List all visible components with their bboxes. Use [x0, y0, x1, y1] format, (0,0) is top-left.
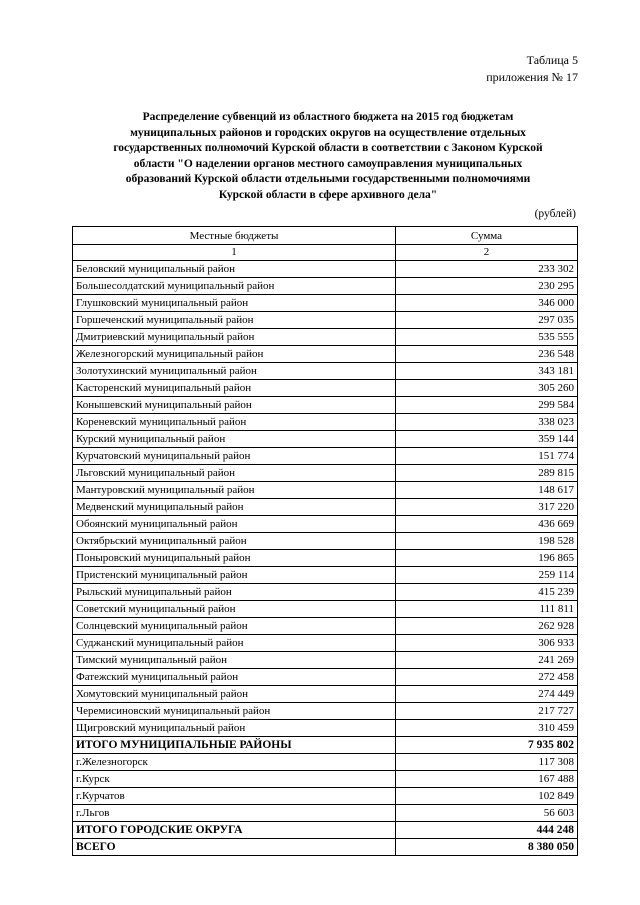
amount-cell: 346 000 [396, 295, 578, 312]
column-header-budgets: Местные бюджеты [73, 227, 396, 245]
table-row [73, 346, 578, 363]
document-title [88, 110, 568, 203]
table-row [73, 295, 578, 312]
table-row [73, 618, 578, 635]
budget-name-cell: Беловский муниципальный район [73, 261, 396, 278]
amount-cell: 7 935 802 [396, 737, 578, 754]
title-line: области "О наделении органов местного самоуправления муниципальных [133, 157, 523, 170]
amount-cell: 297 035 [396, 312, 578, 329]
amount-cell: 436 669 [396, 516, 578, 533]
amount-cell: 111 811 [396, 601, 578, 618]
table-row [73, 771, 578, 788]
appendix-number: приложения № 17 [486, 70, 578, 84]
amount-cell: 415 239 [396, 584, 578, 601]
amount-cell: 8 380 050 [396, 839, 578, 856]
amount-cell: 196 865 [396, 550, 578, 567]
amount-cell: 272 458 [396, 669, 578, 686]
amount-cell: 241 269 [396, 652, 578, 669]
table-row [73, 448, 578, 465]
table-row [73, 278, 578, 295]
budget-name-cell: Курский муниципальный район [73, 431, 396, 448]
table-row [73, 516, 578, 533]
budget-name-cell: Железногорский муниципальный район [73, 346, 396, 363]
table-row [73, 788, 578, 805]
amount-cell: 217 727 [396, 703, 578, 720]
amount-cell: 299 584 [396, 397, 578, 414]
amount-cell: 343 181 [396, 363, 578, 380]
column-header-amount: Сумма [396, 227, 578, 245]
budget-name-cell: Солнцевский муниципальный район [73, 618, 396, 635]
budget-name-cell: Кореневский муниципальный район [73, 414, 396, 431]
budget-name-cell: г.Курск [73, 771, 396, 788]
amount-cell: 233 302 [396, 261, 578, 278]
table-row [73, 312, 578, 329]
document-reference [486, 52, 578, 86]
budget-name-cell: Обоянский муниципальный район [73, 516, 396, 533]
amount-cell: 148 617 [396, 482, 578, 499]
amount-cell: 305 260 [396, 380, 578, 397]
table-row [73, 635, 578, 652]
budget-name-cell: Поныровский муниципальный район [73, 550, 396, 567]
table-row [73, 669, 578, 686]
amount-cell: 167 488 [396, 771, 578, 788]
amount-cell: 535 555 [396, 329, 578, 346]
table-row [73, 652, 578, 669]
budget-name-cell: ВСЕГО [73, 839, 396, 856]
table-row [73, 550, 578, 567]
budget-name-cell: Касторенский муниципальный район [73, 380, 396, 397]
budget-name-cell: г.Льгов [73, 805, 396, 822]
budget-name-cell: Щигровский муниципальный район [73, 720, 396, 737]
budget-name-cell: ИТОГО МУНИЦИПАЛЬНЫЕ РАЙОНЫ [73, 737, 396, 754]
table-row [73, 261, 578, 278]
amount-cell: 259 114 [396, 567, 578, 584]
table-row [73, 414, 578, 431]
budget-name-cell: Золотухинский муниципальный район [73, 363, 396, 380]
budget-name-cell: Фатежский муниципальный район [73, 669, 396, 686]
table-number: Таблица 5 [526, 53, 578, 67]
table-row [73, 363, 578, 380]
amount-cell: 274 449 [396, 686, 578, 703]
currency-unit: (рублей) [534, 208, 576, 220]
table-row [73, 754, 578, 771]
table-row [73, 380, 578, 397]
title-line: государственных полномочий Курской области в соответствии с Законом Курской [113, 142, 543, 154]
budget-name-cell: Тимский муниципальный район [73, 652, 396, 669]
table-row [73, 720, 578, 737]
amount-cell: 306 933 [396, 635, 578, 652]
amount-cell: 444 248 [396, 822, 578, 839]
amount-cell: 56 603 [396, 805, 578, 822]
table-row [73, 601, 578, 618]
budget-name-cell: Рыльский муниципальный район [73, 584, 396, 601]
amount-cell: 151 774 [396, 448, 578, 465]
table-row [73, 584, 578, 601]
table-row [73, 567, 578, 584]
budget-name-cell: Конышевский муниципальный район [73, 397, 396, 414]
table-total-row [73, 839, 578, 856]
table-row [73, 703, 578, 720]
budget-name-cell: Курчатовский муниципальный район [73, 448, 396, 465]
budget-table [72, 226, 578, 856]
budget-name-cell: Октябрьский муниципальный район [73, 533, 396, 550]
amount-cell: 359 144 [396, 431, 578, 448]
budget-name-cell: Суджанский муниципальный район [73, 635, 396, 652]
budget-name-cell: Глушковский муниципальный район [73, 295, 396, 312]
table-row [73, 329, 578, 346]
amount-cell: 317 220 [396, 499, 578, 516]
budget-name-cell: Пристенский муниципальный район [73, 567, 396, 584]
title-line: Распределение субвенций из областного бюджета на 2015 год бюджетам [142, 111, 514, 123]
table-row [73, 482, 578, 499]
budget-name-cell: Большесолдатский муниципальный район [73, 278, 396, 295]
amount-cell: 230 295 [396, 278, 578, 295]
table-total-row [73, 822, 578, 839]
budget-name-cell: ИТОГО ГОРОДСКИЕ ОКРУГА [73, 822, 396, 839]
budget-name-cell: Медвенский муниципальный район [73, 499, 396, 516]
amount-cell: 102 849 [396, 788, 578, 805]
amount-cell: 198 528 [396, 533, 578, 550]
table-row [73, 686, 578, 703]
budget-name-cell: Черемисиновский муниципальный район [73, 703, 396, 720]
budget-name-cell: Горшеченский муниципальный район [73, 312, 396, 329]
amount-cell: 338 023 [396, 414, 578, 431]
table-row [73, 397, 578, 414]
table-row [73, 499, 578, 516]
budget-name-cell: Мантуровский муниципальный район [73, 482, 396, 499]
table-row [73, 465, 578, 482]
column-number-1: 1 [73, 245, 396, 261]
budget-name-cell: г.Курчатов [73, 788, 396, 805]
amount-cell: 262 928 [396, 618, 578, 635]
title-line: Курской области в сфере архивного дела" [218, 188, 438, 201]
amount-cell: 310 459 [396, 720, 578, 737]
amount-cell: 117 308 [396, 754, 578, 771]
budget-name-cell: Дмитриевский муниципальный район [73, 329, 396, 346]
budget-name-cell: г.Железногорск [73, 754, 396, 771]
table-row [73, 805, 578, 822]
title-line: муниципальных районов и городских округов на осуществление отдельных [130, 126, 526, 139]
amount-cell: 236 548 [396, 346, 578, 363]
budget-name-cell: Советский муниципальный район [73, 601, 396, 618]
budget-name-cell: Льговский муниципальный район [73, 465, 396, 482]
column-number-row [73, 245, 578, 261]
amount-cell: 289 815 [396, 465, 578, 482]
column-number-2: 2 [396, 245, 578, 261]
table-row [73, 533, 578, 550]
title-line: образований Курской области отдельными государственными полномочиями [125, 173, 531, 185]
table-row [73, 431, 578, 448]
budget-name-cell: Хомутовский муниципальный район [73, 686, 396, 703]
table-header-row [73, 227, 578, 245]
table-total-row [73, 737, 578, 754]
